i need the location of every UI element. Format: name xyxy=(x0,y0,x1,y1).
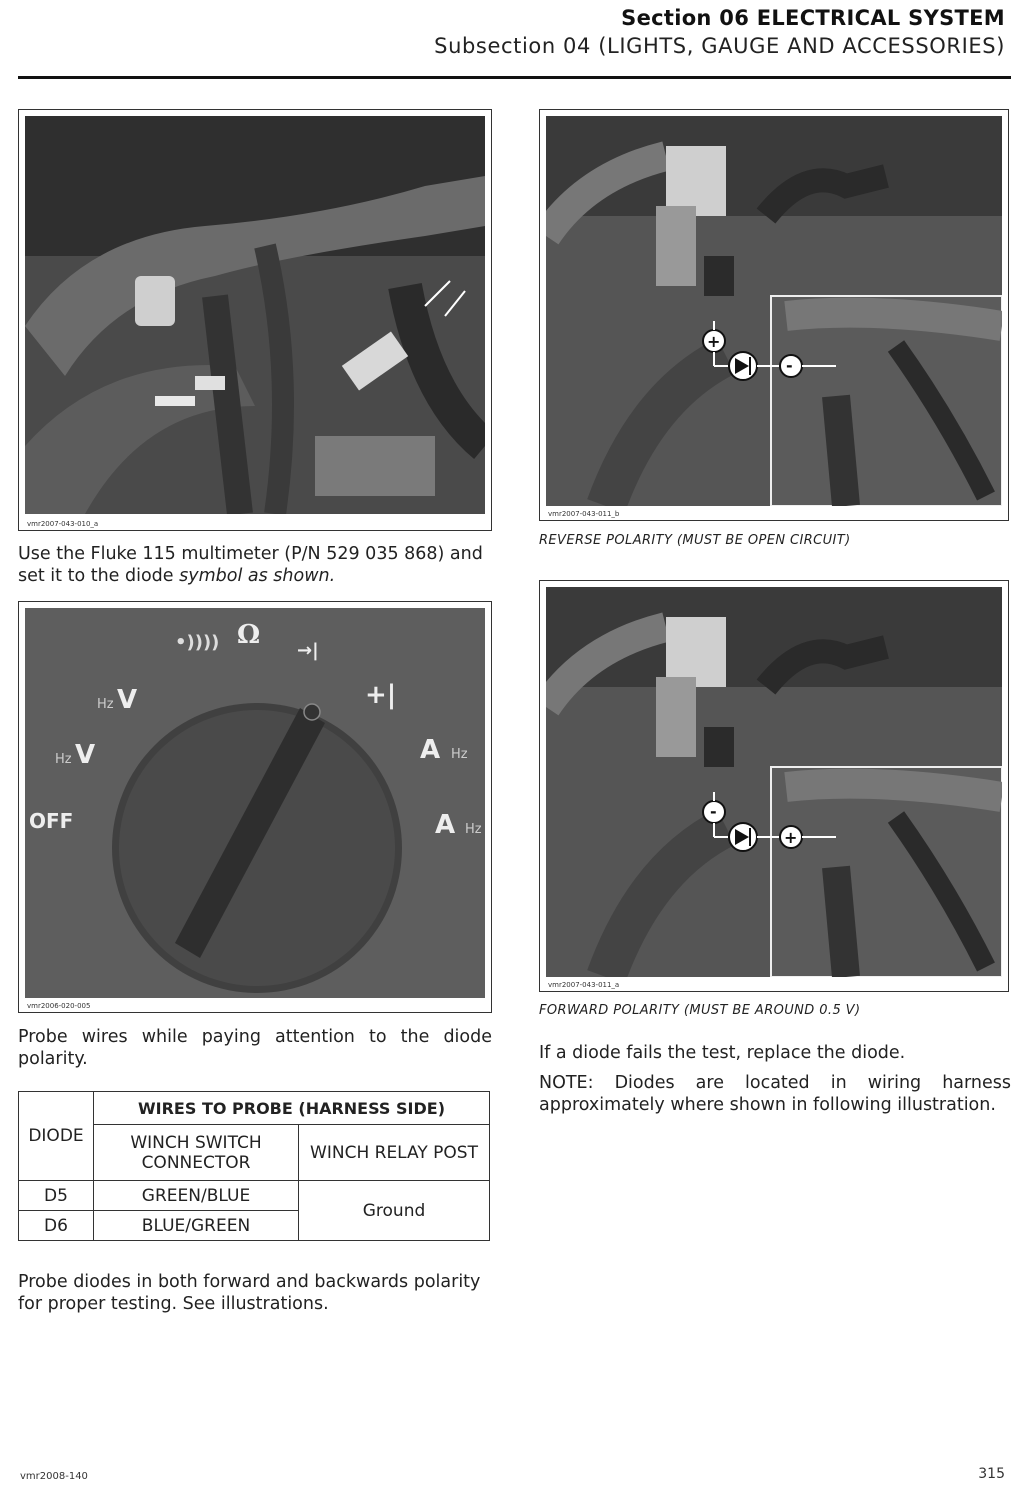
ohm-symbol: Ω xyxy=(237,620,261,650)
svg-text:+: + xyxy=(784,828,798,847)
instruction-paragraph xyxy=(18,543,492,587)
switch-cell: BLUE/GREEN xyxy=(94,1211,299,1241)
reverse-polarity-photo xyxy=(546,116,1002,506)
header-rule xyxy=(18,76,1011,79)
figure-code: vmr2007-043-011_a xyxy=(548,981,620,989)
footer-code: vmr2008-140 xyxy=(20,1471,88,1482)
svg-text:•)))): •)))) xyxy=(175,632,220,653)
hz-label-2: Hz xyxy=(55,752,72,767)
figure-code: vmr2007-043-011_b xyxy=(548,510,620,518)
wires-to-probe-header: WIRES TO PROBE (HARNESS SIDE) xyxy=(94,1092,490,1125)
instruction-text: Use the Fluke 115 multimeter (P/N 529 035 868) and set it to the diode xyxy=(18,544,483,586)
svg-text:+|: +| xyxy=(365,680,397,710)
page-number: 315 xyxy=(978,1466,1005,1482)
figure-multimeter-dial xyxy=(18,601,492,1013)
section-title: Section 06 ELECTRICAL SYSTEM xyxy=(621,6,1005,30)
ac-amp-symbol: A xyxy=(420,735,441,765)
svg-text:+: + xyxy=(707,332,721,351)
diode-cell: D5 xyxy=(19,1181,94,1211)
hz-label-4: Hz xyxy=(465,822,482,837)
diode-cell: D6 xyxy=(19,1211,94,1241)
note-paragraph xyxy=(539,1072,1011,1116)
engine-bay-photo xyxy=(25,116,485,514)
svg-text:-: - xyxy=(710,802,717,821)
replace-paragraph: If a diode fails the test, replace the diode. xyxy=(539,1043,906,1063)
reverse-polarity-caption: REVERSE POLARITY (MUST BE OPEN CIRCUIT) xyxy=(539,533,851,548)
dc-volt-symbol: V xyxy=(117,685,138,715)
probe-paragraph: Probe wires while paying attention to the diode polarity. xyxy=(18,1027,492,1069)
svg-text:-: - xyxy=(786,356,793,375)
probe-table xyxy=(18,1091,490,1241)
winch-switch-header: WINCH SWITCH CONNECTOR xyxy=(94,1125,299,1181)
hz-label-1: Hz xyxy=(97,697,114,712)
dc-amp-symbol: A xyxy=(435,810,456,840)
figure-code: vmr2006-020-005 xyxy=(27,1002,91,1010)
instruction-text-italic: symbol as shown. xyxy=(179,566,336,586)
subsection-title: Subsection 04 (LIGHTS, GAUGE AND ACCESSORIES) xyxy=(434,34,1005,58)
figure-code: vmr2007-043-010_a xyxy=(27,520,99,528)
diode-header: DIODE xyxy=(19,1092,94,1181)
switch-cell: GREEN/BLUE xyxy=(94,1181,299,1211)
off-label: OFF xyxy=(29,809,74,833)
svg-text:→|: →| xyxy=(297,640,319,661)
multimeter-photo xyxy=(25,608,485,998)
figure-forward-polarity xyxy=(539,580,1009,992)
note-label: NOTE: xyxy=(539,1073,594,1093)
figure-engine-bay xyxy=(18,109,492,531)
note-text: Diodes are located in wiring harness approximately where shown in following illustration. xyxy=(539,1073,1011,1115)
forward-polarity-caption: FORWARD POLARITY (MUST BE AROUND 0.5 V) xyxy=(539,1003,861,1018)
relay-cell: Ground xyxy=(299,1181,490,1241)
winch-relay-header: WINCH RELAY POST xyxy=(299,1125,490,1181)
figure-reverse-polarity xyxy=(539,109,1009,521)
ac-volt-symbol: V xyxy=(75,740,96,770)
hz-label-3: Hz xyxy=(451,747,468,762)
testing-paragraph: Probe diodes in both forward and backwards polarity for proper testing. See illustrations. xyxy=(18,1272,481,1314)
forward-polarity-photo xyxy=(546,587,1002,977)
